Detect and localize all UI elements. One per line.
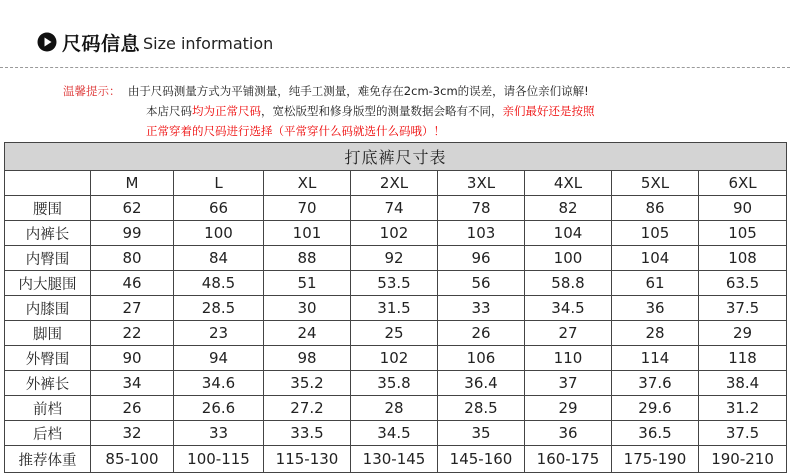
table-header-row [5,171,787,196]
table-cell: 118 [699,346,787,371]
table-cell: 28.5 [438,396,525,421]
table-cell: 92 [351,246,438,271]
table-cell: 27 [91,296,174,321]
table-cell: 37.5 [699,421,787,446]
table-cell: 104 [612,246,699,271]
table-cell: 70 [264,196,351,221]
notice-line-2 [63,101,763,121]
notice-line-1 [63,81,763,101]
table-cell: 110 [525,346,612,371]
table-cell: 94 [174,346,264,371]
row-header: 脚围 [5,321,91,346]
table-cell: 90 [699,196,787,221]
table-cell: 160-175 [525,446,612,473]
size-table [4,142,787,473]
table-cell: 101 [264,221,351,246]
table-cell: 29.6 [612,396,699,421]
column-header: 6XL [699,171,787,196]
table-cell: 33 [174,421,264,446]
table-cell: 26 [438,321,525,346]
table-cell: 84 [174,246,264,271]
table-row [5,396,787,421]
table-cell: 36 [525,421,612,446]
row-header: 外裤长 [5,371,91,396]
table-cell: 37 [525,371,612,396]
table-cell: 26 [91,396,174,421]
table-cell: 28 [351,396,438,421]
table-cell: 100-115 [174,446,264,473]
table-cell: 175-190 [612,446,699,473]
notice-label: 温馨提示： [63,84,121,98]
table-cell: 33.5 [264,421,351,446]
table-cell: 27.2 [264,396,351,421]
table-cell: 29 [525,396,612,421]
row-header: 推荐体重 [5,446,91,473]
table-cell: 145-160 [438,446,525,473]
table-row [5,196,787,221]
table-cell: 74 [351,196,438,221]
table-cell: 61 [612,271,699,296]
table-cell: 56 [438,271,525,296]
table-cell: 80 [91,246,174,271]
table-corner-cell [5,171,91,196]
page-subtitle: Size information [143,34,274,53]
row-header: 内臀围 [5,246,91,271]
table-cell: 99 [91,221,174,246]
table-cell: 36.5 [612,421,699,446]
table-cell: 35 [438,421,525,446]
column-header: XL [264,171,351,196]
column-header: 4XL [525,171,612,196]
table-cell: 190-210 [699,446,787,473]
table-cell: 30 [264,296,351,321]
table-cell: 82 [525,196,612,221]
table-cell: 85-100 [91,446,174,473]
table-cell: 22 [91,321,174,346]
table-cell: 102 [351,346,438,371]
table-cell: 53.5 [351,271,438,296]
notice-text-3-red: 正常穿着的尺码进行选择（平常穿什么码就选什么码哦）！ [146,124,445,138]
table-cell: 34.5 [525,296,612,321]
table-cell: 46 [91,271,174,296]
table-row [5,346,787,371]
table-cell: 102 [351,221,438,246]
row-header: 内裤长 [5,221,91,246]
section-header [37,30,273,54]
column-header: 2XL [351,171,438,196]
table-cell: 23 [174,321,264,346]
table-cell: 103 [438,221,525,246]
table-caption: 打底裤尺寸表 [5,143,787,171]
table-cell: 34.6 [174,371,264,396]
table-cell: 66 [174,196,264,221]
table-cell: 130-145 [351,446,438,473]
table-cell: 31.2 [699,396,787,421]
row-header: 内膝围 [5,296,91,321]
table-cell: 78 [438,196,525,221]
table-cell: 108 [699,246,787,271]
table-cell: 96 [438,246,525,271]
table-cell: 51 [264,271,351,296]
table-row [5,371,787,396]
table-cell: 27 [525,321,612,346]
table-row [5,321,787,346]
notice-block [63,81,763,141]
table-cell: 28.5 [174,296,264,321]
table-cell: 29 [699,321,787,346]
row-header: 腰围 [5,196,91,221]
table-row [5,421,787,446]
table-cell: 35.2 [264,371,351,396]
notice-text-2-red1: 均为正常尺码 [192,104,261,118]
table-cell: 24 [264,321,351,346]
table-cell: 37.5 [699,296,787,321]
table-row [5,246,787,271]
table-cell: 63.5 [699,271,787,296]
header-divider [0,67,790,68]
table-cell: 34 [91,371,174,396]
table-cell: 38.4 [699,371,787,396]
row-header: 前档 [5,396,91,421]
table-row [5,446,787,473]
table-cell: 28 [612,321,699,346]
table-cell: 36 [612,296,699,321]
notice-text-2a: 本店尺码 [146,104,192,118]
table-cell: 62 [91,196,174,221]
table-cell: 100 [525,246,612,271]
row-header: 内大腿围 [5,271,91,296]
table-cell: 86 [612,196,699,221]
table-cell: 115-130 [264,446,351,473]
table-cell: 31.5 [351,296,438,321]
table-row [5,221,787,246]
column-header: 5XL [612,171,699,196]
table-cell: 35.8 [351,371,438,396]
table-cell: 106 [438,346,525,371]
table-cell: 32 [91,421,174,446]
table-cell: 114 [612,346,699,371]
column-header: M [91,171,174,196]
table-cell: 105 [612,221,699,246]
column-header: L [174,171,264,196]
table-row [5,296,787,321]
notice-text-2-red2: 亲们最好还是按照 [502,104,595,118]
notice-line-3 [63,121,763,141]
table-cell: 37.6 [612,371,699,396]
table-row [5,271,787,296]
row-header: 外臀围 [5,346,91,371]
play-circle-icon [37,32,57,52]
column-header: 3XL [438,171,525,196]
notice-text-2b: ，宽松版型和修身版型的测量数据会略有不同， [261,104,503,118]
table-cell: 104 [525,221,612,246]
page-title: 尺码信息 [62,32,141,55]
row-header: 后档 [5,421,91,446]
table-cell: 34.5 [351,421,438,446]
table-cell: 98 [264,346,351,371]
table-cell: 25 [351,321,438,346]
table-cell: 33 [438,296,525,321]
table-cell: 100 [174,221,264,246]
table-cell: 36.4 [438,371,525,396]
table-cell: 26.6 [174,396,264,421]
table-cell: 90 [91,346,174,371]
table-caption-row [5,143,787,171]
table-cell: 58.8 [525,271,612,296]
table-cell: 48.5 [174,271,264,296]
table-cell: 88 [264,246,351,271]
notice-text-1: 由于尺码测量方式为平铺测量，纯手工测量，难免存在2cm-3cm的误差，请各位亲们谅解! [127,84,589,98]
table-cell: 105 [699,221,787,246]
